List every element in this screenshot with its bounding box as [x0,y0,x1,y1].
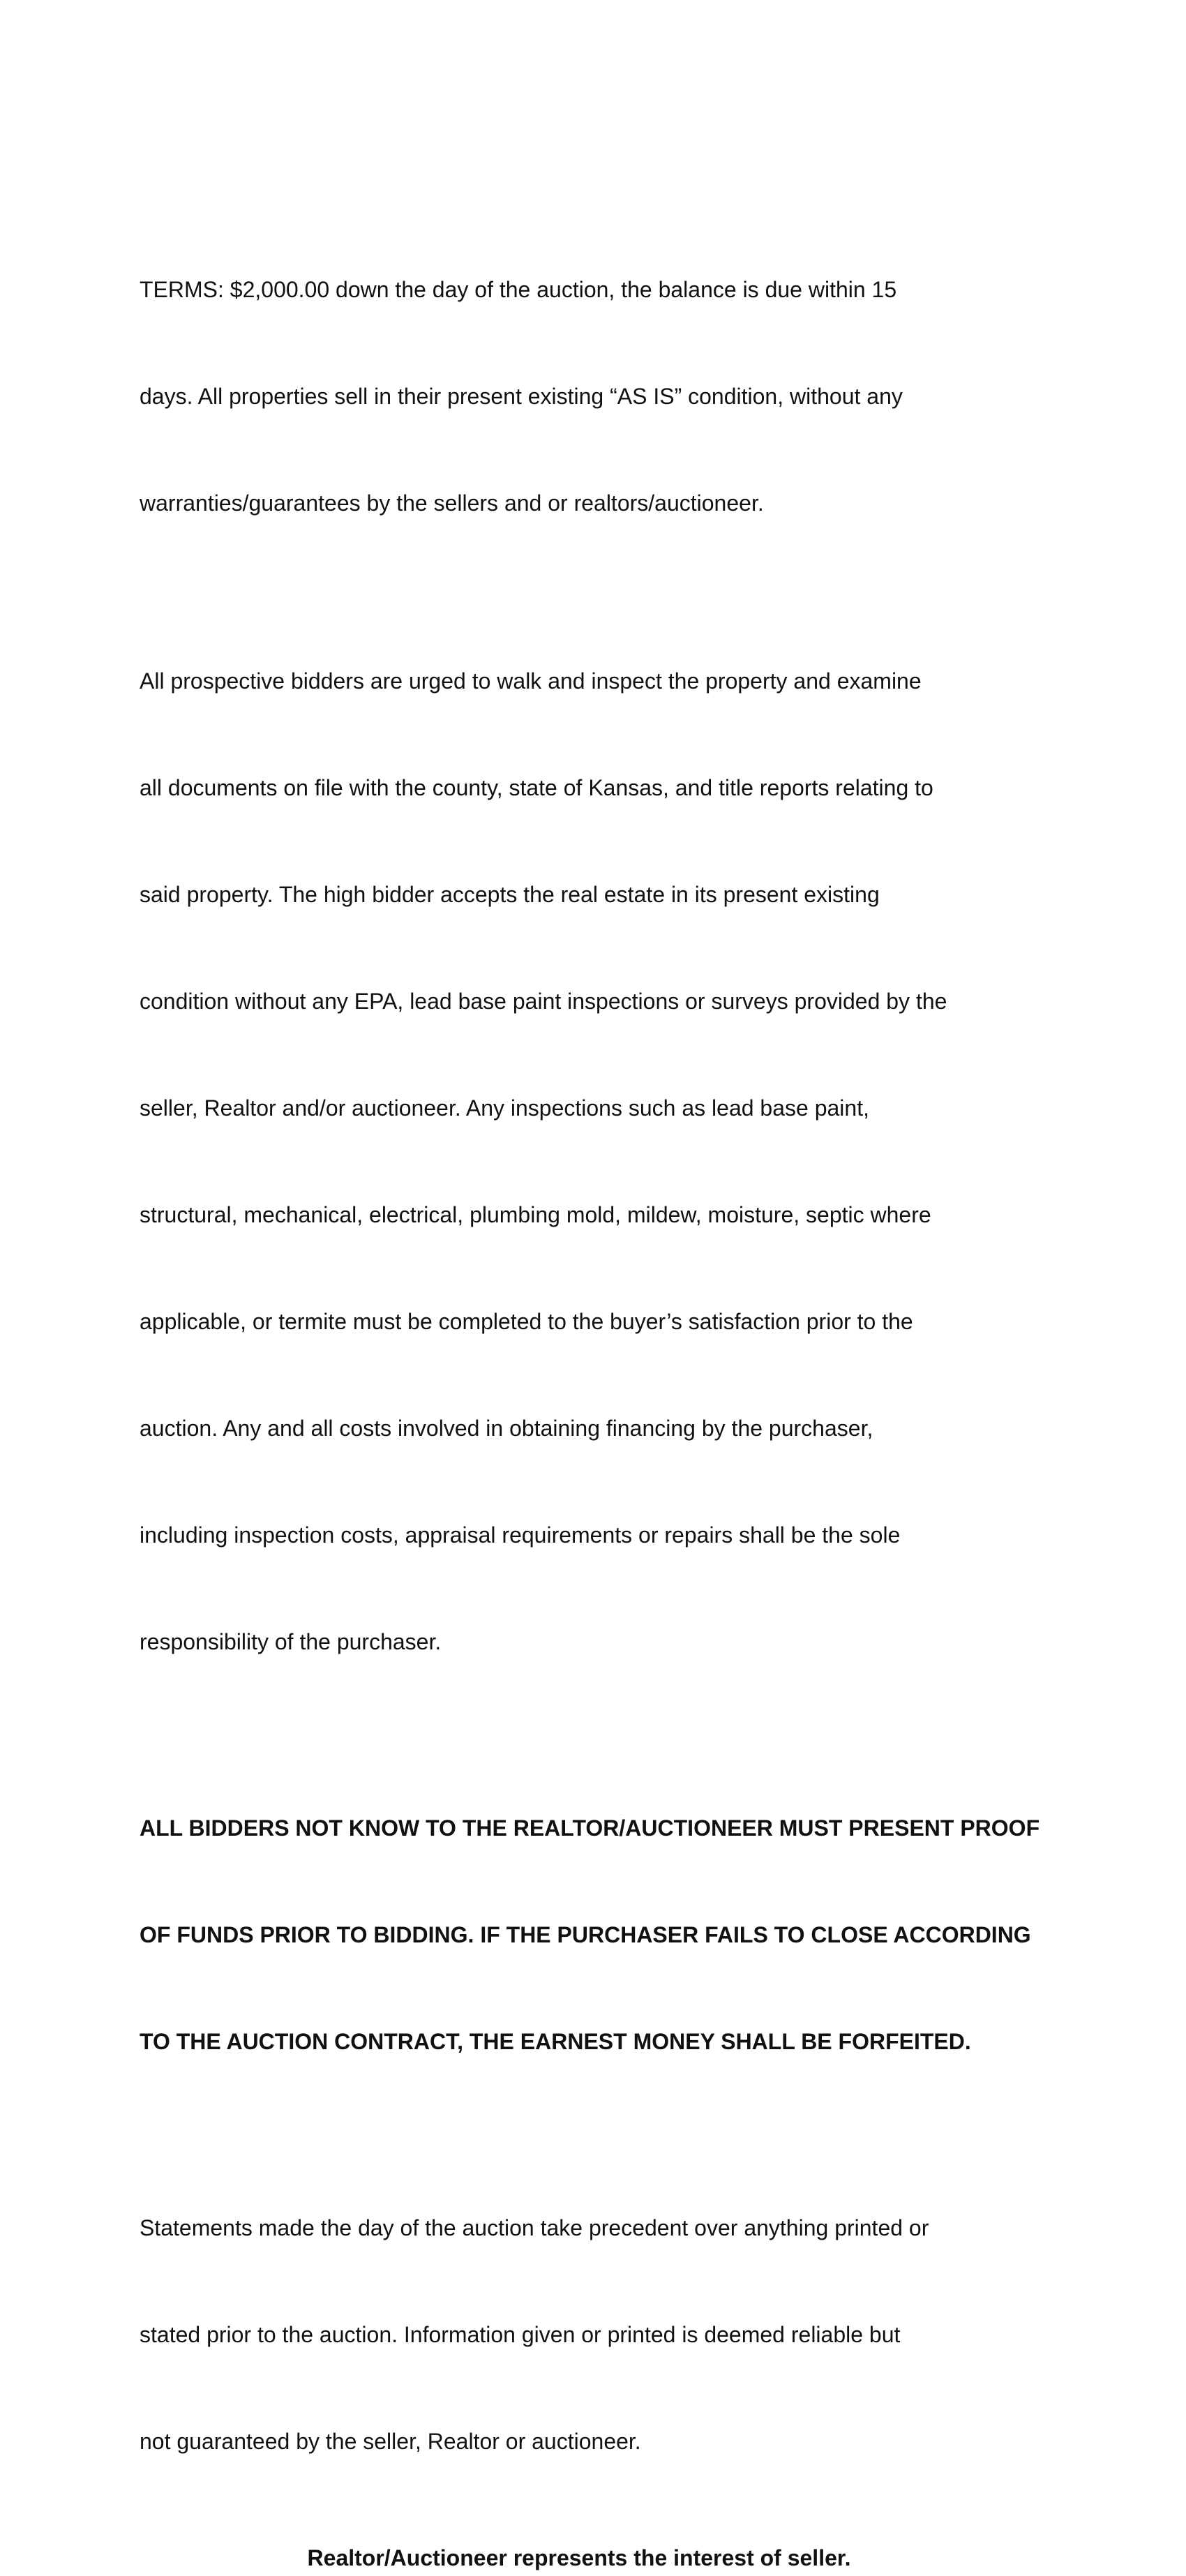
inspection-line: auction. Any and all costs involved in obtaining financing by the purchaser, [140,1416,873,1441]
representation-notice: Realtor/Auctioneer represents the interest of seller. [307,2545,851,2570]
inspection-line: including inspection costs, appraisal requirements or repairs shall be the sole [140,1522,901,1548]
statements-line: not guaranteed by the seller, Realtor or auctioneer. [140,2429,641,2454]
inspection-line: applicable, or termite must be completed to the buyer’s satisfaction prior to the [140,1309,913,1334]
terms-paragraph [140,201,1046,592]
inspection-line: All prospective bidders are urged to walk and inspect the property and examine [140,668,922,694]
statements-line: stated prior to the auction. Information given or printed is deemed reliable but [140,2322,901,2347]
bidder-warning-paragraph [140,1739,1046,2131]
inspection-line: seller, Realtor and/or auctioneer. Any inspections such as lead base paint, [140,1095,869,1121]
inspection-paragraph [140,592,1046,1731]
inspection-line: said property. The high bidder accepts the real estate in its present existing [140,882,880,907]
warning-line: ALL BIDDERS NOT KNOW TO THE REALTOR/AUCTIONEER MUST PRESENT PROOF [140,1815,1040,1841]
terms-line: TERMS: $2,000.00 down the day of the auction, the balance is due within 15 [140,277,897,302]
inspection-line: all documents on file with the county, state of Kansas, and title reports relating to [140,775,933,800]
warning-line: OF FUNDS PRIOR TO BIDDING. IF THE PURCHASER FAILS TO CLOSE ACCORDING [140,1922,1031,1947]
statements-paragraph [140,2139,1046,2531]
terms-line: warranties/guarantees by the sellers and or realtors/auctioneer. [140,491,764,516]
terms-line: days. All properties sell in their present existing “AS IS” condition, without any [140,384,903,409]
statements-line: Statements made the day of the auction take precedent over anything printed or [140,2215,929,2240]
inspection-line: responsibility of the purchaser. [140,1629,442,1654]
inspection-line: structural, mechanical, electrical, plumbing mold, mildew, moisture, septic where [140,1202,931,1227]
warning-line: TO THE AUCTION CONTRACT, THE EARNEST MONEY SHALL BE FORFEITED. [140,2029,971,2054]
document-body [140,201,1046,2576]
inspection-line: condition without any EPA, lead base paint inspections or surveys provided by the [140,989,947,1014]
